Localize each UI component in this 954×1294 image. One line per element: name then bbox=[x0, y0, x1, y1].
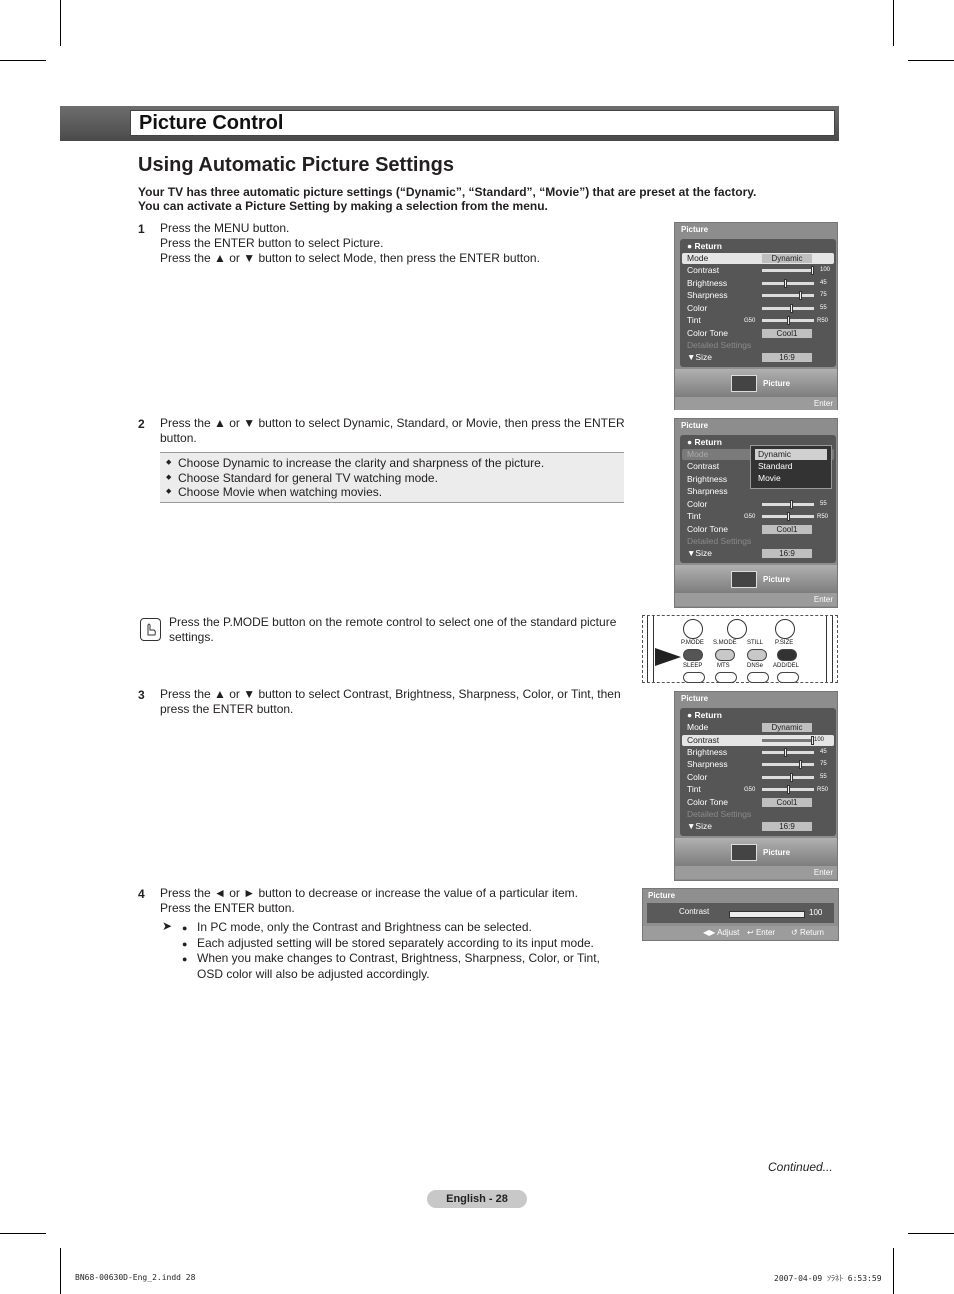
option-movie[interactable]: Movie bbox=[758, 473, 781, 483]
list-item: ● When you make changes to Contrast, Brightness, Sharpness, Color, or Tint, bbox=[160, 951, 630, 967]
step-number: 2 bbox=[138, 417, 145, 431]
crop-mark bbox=[908, 60, 954, 61]
pmode-button[interactable] bbox=[683, 649, 703, 661]
contrast-slider[interactable] bbox=[729, 911, 805, 918]
print-slug-right: 2007-04-09 ｿﾗﾈﾄ 6:53:59 bbox=[774, 1274, 882, 1283]
hand-icon bbox=[140, 618, 161, 641]
contrast-adjust-screen: Picture Contrast 100 ◀▶ Adjust ↩ Enter ↺ Return bbox=[642, 888, 839, 941]
option-standard[interactable]: Standard bbox=[758, 461, 793, 471]
crop-mark bbox=[60, 1248, 61, 1294]
crop-mark bbox=[908, 1233, 954, 1234]
step-number: 4 bbox=[138, 887, 145, 901]
tv-picture-icon bbox=[731, 571, 757, 588]
menu-item-mode[interactable]: Mode bbox=[687, 253, 709, 263]
crop-mark bbox=[0, 60, 46, 61]
step-3-text: Press the ▲ or ▼ button to select Contrast, Brightness, Sharpness, Color, or Tint, then press the ENTER button. bbox=[160, 687, 621, 716]
crop-mark bbox=[893, 1248, 894, 1294]
continued-label: Continued... bbox=[768, 1160, 833, 1174]
step-1-text: Press the MENU button. Press the ENTER button to select Picture. Press the ▲ or ▼ button to select Mode, then press the ENTER button. bbox=[160, 221, 540, 265]
enter-hint: Enter bbox=[813, 399, 833, 408]
page-number: English - 28 bbox=[427, 1190, 527, 1208]
crop-mark bbox=[0, 1233, 46, 1234]
list-item: OSD color will also be adjusted accordingly. bbox=[197, 966, 430, 981]
pointer-arrow-icon bbox=[655, 646, 681, 668]
option-dynamic[interactable]: Dynamic bbox=[755, 449, 827, 460]
print-slug-left: BN68-00630D-Eng_2.indd 28 bbox=[75, 1273, 196, 1282]
adjust-hint: ◀▶ Adjust bbox=[703, 928, 740, 937]
step-number: 1 bbox=[138, 222, 145, 236]
mode-notes bbox=[160, 452, 624, 503]
note-arrow-icon: ➤ bbox=[162, 919, 173, 933]
remote-illustration: P.MODE S.MODE STILL P.SIZE SLEEP MTS DNSe ADD/DEL bbox=[642, 615, 838, 683]
step-4-text: Press the ◄ or ► button to decrease or increase the value of a particular item. Press the ENTER button. bbox=[160, 886, 578, 915]
section-title: Using Automatic Picture Settings bbox=[138, 154, 454, 176]
return-item[interactable]: ● Return bbox=[687, 241, 722, 251]
enter-hint: ↩ Enter bbox=[747, 928, 776, 937]
list-item: ● Each adjusted setting will be stored separately according to its input mode. bbox=[160, 936, 630, 952]
list-item: ◆ Choose Dynamic to increase the clarity and sharpness of the picture. bbox=[160, 456, 624, 471]
step-2-text: Press the ▲ or ▼ button to select Dynamic, Standard, or Movie, then press the ENTER button. bbox=[160, 416, 625, 445]
header-box bbox=[130, 110, 835, 136]
tips bbox=[160, 920, 630, 982]
menu-item-contrast[interactable]: Contrast bbox=[687, 735, 720, 745]
tv-picture-icon bbox=[731, 844, 757, 861]
tv-menu-screen: Picture ● Return Mode Dynamic Contrast 100 Brightness 45 Sharpness 75 Color 55 Tint G50 R50 Color Tone Cool1 Detailed Settings ▼Size 16:9 Picture Enter bbox=[674, 691, 838, 881]
crop-mark bbox=[60, 0, 61, 46]
intro-text: Your TV has three automatic picture settings (“Dynamic”, “Standard”, “Movie”) that are preset at the factory. You can activate a Picture Setting by making a selection from the menu. bbox=[138, 185, 757, 213]
remote-power-icon bbox=[683, 619, 703, 639]
step-number: 3 bbox=[138, 688, 145, 702]
pmode-note: Press the P.MODE button on the remote control to select one of the standard picture settings. bbox=[169, 615, 617, 644]
return-hint: ↺ Return bbox=[791, 928, 824, 937]
page-title: Picture Control bbox=[139, 112, 284, 134]
list-item: ● In PC mode, only the Contrast and Brightness can be selected. bbox=[160, 920, 630, 936]
list-item: ◆ Choose Standard for general TV watching mode. bbox=[160, 471, 624, 486]
tv-menu-screen: Picture ● Return Mode Dynamic Contrast 100 Brightness 45 Sharpness 75 Color 55 Tint G50 R50 Color Tone Cool1 Detailed Settings ▼Size 16:9 Picture Enter bbox=[674, 222, 838, 410]
crop-mark bbox=[893, 0, 894, 46]
mode-dropdown[interactable] bbox=[750, 445, 832, 489]
tv-menu-screen: Picture ● Return Mode Contrast Brightness Sharpness Color 55 Tint G50 R50 Color Tone Cool1 Detailed Settings ▼Size 16:9 Dynamic Standard Movie Picture Enter bbox=[674, 418, 838, 608]
tv-picture-icon bbox=[731, 375, 757, 392]
list-item: ◆ Choose Movie when watching movies. bbox=[160, 485, 624, 500]
